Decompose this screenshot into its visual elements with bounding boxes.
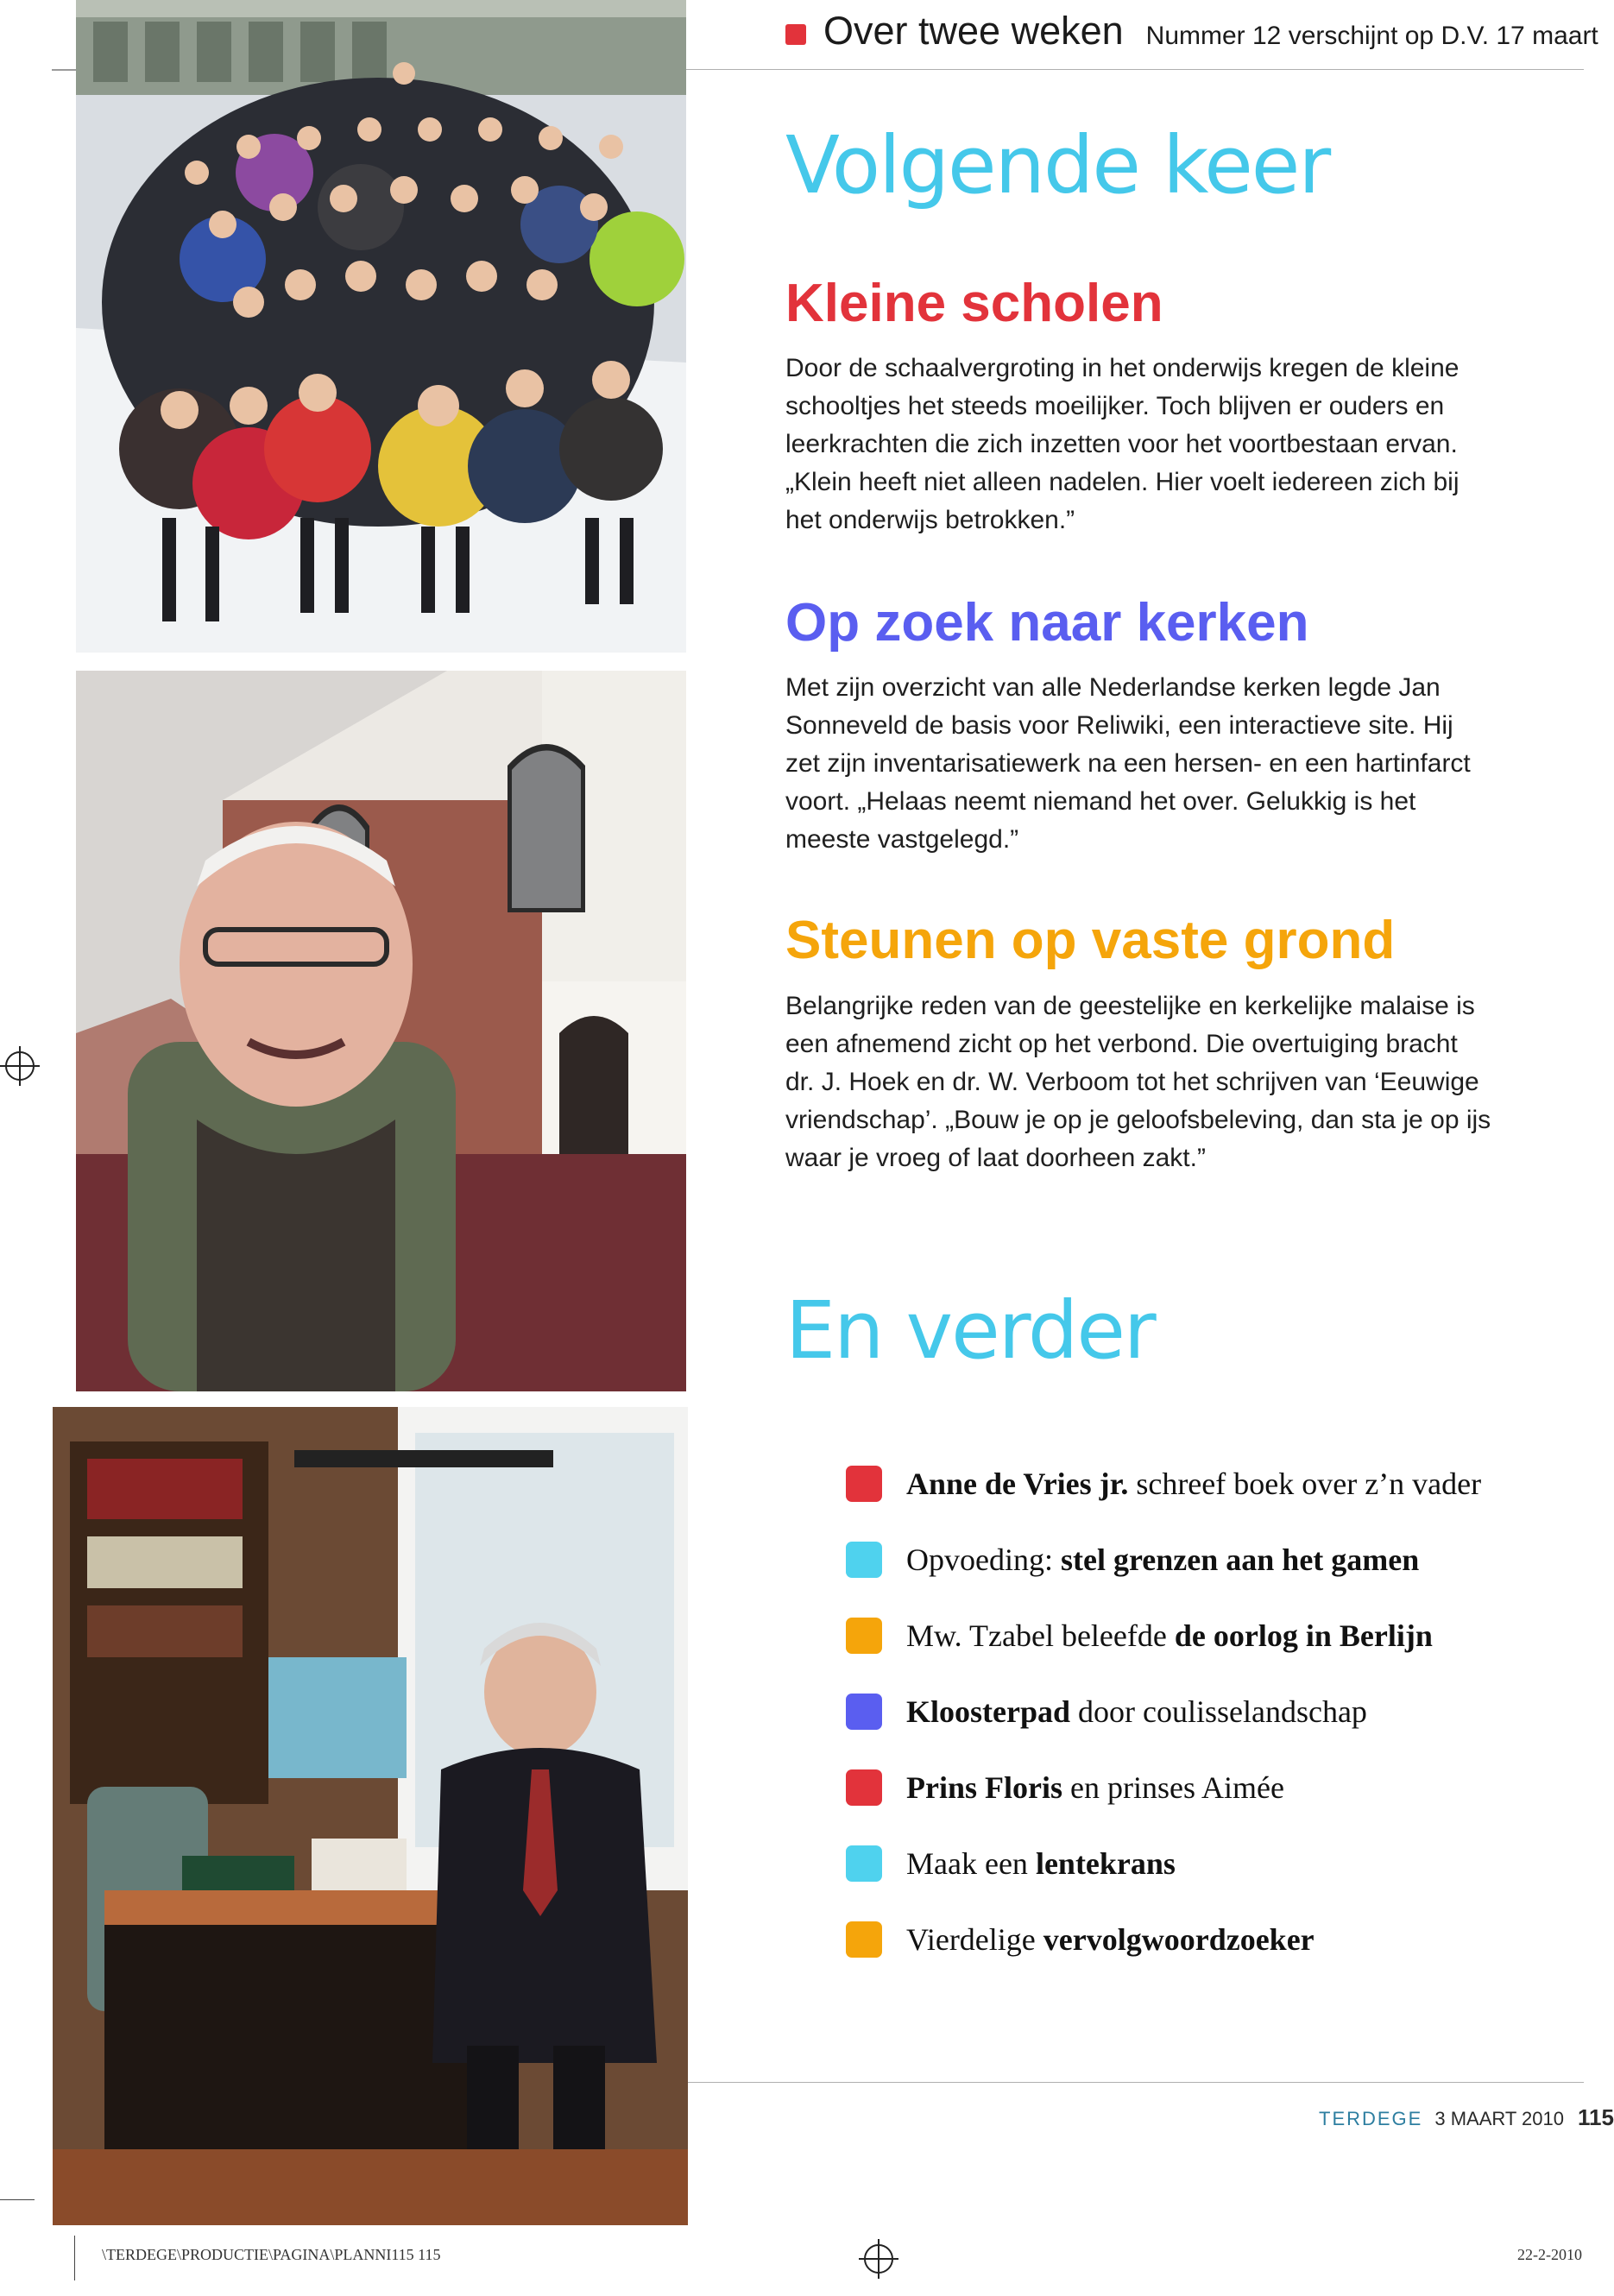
more-heading: En verder <box>785 1284 1155 1377</box>
next-heading: Volgende keer <box>785 119 1330 211</box>
photo-school-children <box>76 0 686 653</box>
article-1-text: Door de schaalvergroting in het onderwijs kregen de kleine schooltjes het steeds moeilijker. Toch blijven er ouders en leerkrachten die zich inzetten voor het voortbestaan ervan. „Klein heeft niet alleen nadelen. Hier voelt iedereen zich bij het onderwijs betrokken.” <box>785 354 1460 534</box>
list-item <box>846 1902 1562 1977</box>
crop-line <box>74 2236 75 2280</box>
list-item-text: Prins Floris en prinses Aimée <box>906 1770 1284 1805</box>
list-item-text: Mw. Tzabel beleefde de oorlog in Berlijn <box>906 1618 1433 1653</box>
footer-magazine: TERDEGE <box>1319 2108 1423 2129</box>
registration-mark-icon <box>864 2244 893 2274</box>
list-item <box>846 1446 1562 1522</box>
article-3-title: Steunen op vaste grond <box>785 911 1396 970</box>
square-bullet-icon <box>846 1542 882 1578</box>
list-item <box>846 1750 1562 1826</box>
banner <box>785 9 1598 60</box>
photo-man-at-desk <box>53 1407 688 2225</box>
top-rule <box>686 69 1584 70</box>
article-2-title: Op zoek naar kerken <box>785 593 1309 653</box>
more-list <box>846 1446 1562 1977</box>
print-date: 22-2-2010 <box>1517 2246 1582 2263</box>
bottom-left-rule <box>0 2199 35 2200</box>
banner-subtitle: Nummer 12 verschijnt op D.V. 17 maart <box>1145 22 1598 50</box>
list-item <box>846 1598 1562 1674</box>
list-item-text: Maak een lentekrans <box>906 1846 1176 1881</box>
top-left-rule <box>52 69 76 71</box>
banner-title: Over twee weken <box>823 9 1124 53</box>
list-item-text: Vierdelige vervolgwoordzoeker <box>906 1922 1315 1957</box>
photo-man-before-church <box>76 671 686 1391</box>
list-item <box>846 1826 1562 1902</box>
footer-date: 3 MAART 2010 <box>1434 2108 1564 2129</box>
square-bullet-icon <box>846 1921 882 1958</box>
page-footer <box>1319 2104 1614 2131</box>
square-bullet-icon <box>846 1466 882 1502</box>
list-item-text: Kloosterpad door coulisselandschap <box>906 1694 1367 1729</box>
list-item-text: Anne de Vries jr. schreef boek over z’n vader <box>906 1467 1482 1501</box>
list-item-text: Opvoeding: stel grenzen aan het gamen <box>906 1542 1420 1577</box>
print-path: \TERDEGE\PRODUCTIE\PAGINA\PLANNI115 115 <box>102 2246 441 2263</box>
square-bullet-icon <box>846 1769 882 1806</box>
banner-square-icon <box>785 24 806 45</box>
square-bullet-icon <box>846 1694 882 1730</box>
article-1-title: Kleine scholen <box>785 274 1163 333</box>
article-3-text: Belangrijke reden van de geestelijke en kerkelijke malaise is een afnemend zicht op het verbond. Die overtuiging bracht dr. J. Hoek en dr. W. Verboom tot het schrijven van ‘Eeuwige vriendschap’. „Bouw je op je geloofsbeleving, dan sta je op ijs waar je vroeg of laat doorheen zakt.” <box>785 992 1491 1172</box>
list-item <box>846 1522 1562 1598</box>
page-number: 115 <box>1577 2104 1614 2130</box>
bottom-rule <box>688 2082 1584 2083</box>
article-2-text: Met zijn overzicht van alle Nederlandse kerken legde Jan Sonneveld de basis voor Reliwiki, een interactieve site. Hij zet zijn inventarisatiewerk na een hersen- en een hartinfarct voort. „Helaas neemt niemand het over. Gelukkig is het meeste vastgelegd.” <box>785 673 1471 854</box>
square-bullet-icon <box>846 1845 882 1882</box>
list-item <box>846 1674 1562 1750</box>
registration-mark-icon <box>5 1051 35 1081</box>
square-bullet-icon <box>846 1618 882 1654</box>
